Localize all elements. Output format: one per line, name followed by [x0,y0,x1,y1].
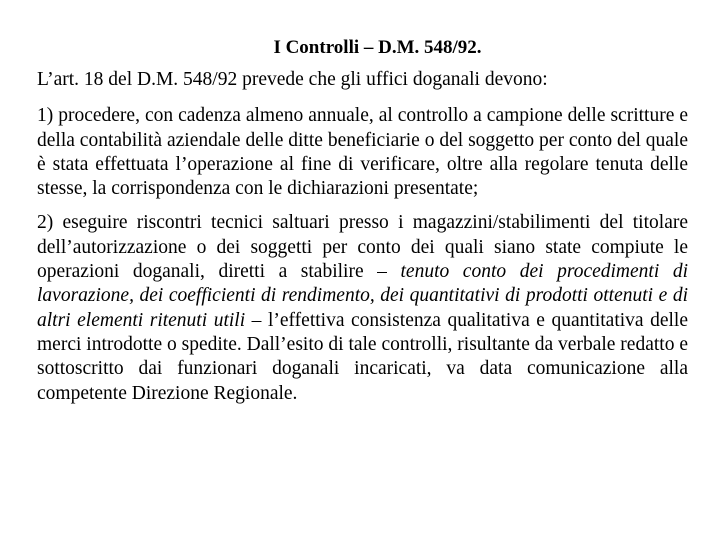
item-1-paragraph: 1) procedere, con cadenza almeno annuale, al controllo a campione delle scritture e della contabilità aziendale delle ditte beneficiarie o del soggetto per conto del quale è stata effettuata l’operazione al fine di verificare, oltre alla regolare tenuta delle stesse, la corrispondenza con le dichiarazioni presentate; [37,105,688,200]
item-2-text-start: 2) eseguire riscontri tecnici saltuari presso i magazzini/stabilimenti del titolare dell’autorizzazione o dei soggetti per conto dei quali siano state compiute le operazioni doganali, diretti a stabilire – [37,212,688,283]
item-2-paragraph [37,211,688,405]
item-2-italic-text: tenuto conto dei procedimenti di lavorazione, dei coefficienti di rendimento, dei quantitativi di prodotti ottenuti e di altri elementi ritenuti utili [37,261,688,331]
document-title: I Controlli – D.M. 548/92. [273,37,482,58]
intro-paragraph: L’art. 18 del D.M. 548/92 prevede che gli uffici doganali devono: [37,69,548,90]
document-page [37,36,688,416]
item-2-text-end: – l’effettiva consistenza qualitativa e quantitativa delle merci introdotte o spedite. Dall’esito di tale controlli, risultante da verbale redatto e sottoscritto dai funzionari doganali incaricati, va data comunicazione alla competente Direzione Regionale. [37,309,688,404]
